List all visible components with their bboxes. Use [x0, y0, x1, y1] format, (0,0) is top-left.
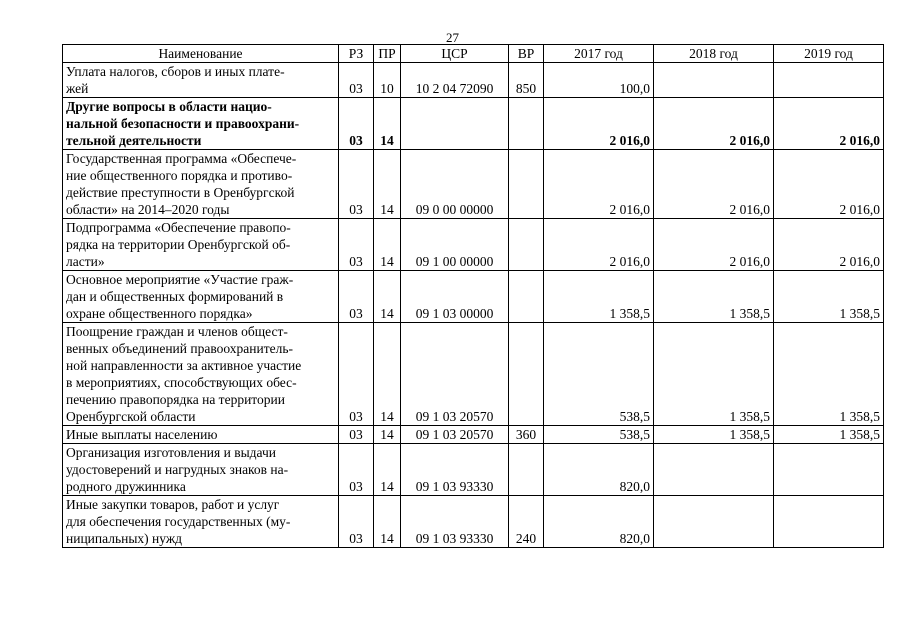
- table-row: [63, 271, 884, 323]
- cell-rz: 03: [339, 98, 374, 150]
- cell-vr: 240: [509, 496, 544, 548]
- cell-2018: 2 016,0: [654, 98, 774, 150]
- cell-name-line: охране общественного порядка»: [66, 306, 253, 321]
- cell-2019: [774, 63, 884, 98]
- cell-name: [63, 98, 339, 150]
- cell-name: [63, 496, 339, 548]
- cell-2017: 2 016,0: [544, 98, 654, 150]
- budget-table: [62, 44, 884, 548]
- table-row: [63, 323, 884, 426]
- cell-2017: 1 358,5: [544, 271, 654, 323]
- cell-2018: [654, 63, 774, 98]
- cell-name-line: ласти»: [66, 254, 105, 269]
- cell-name-line: действие преступности в Оренбургской: [66, 185, 295, 200]
- cell-name-line: ние общественного порядка и противо-: [66, 168, 293, 183]
- cell-2019: 1 358,5: [774, 426, 884, 444]
- cell-vr: [509, 271, 544, 323]
- cell-2019: 1 358,5: [774, 323, 884, 426]
- cell-name-line: нальной безопасности и правоохрани-: [66, 116, 300, 131]
- header-2018: 2018 год: [654, 45, 774, 63]
- cell-name: [63, 271, 339, 323]
- cell-vr: [509, 323, 544, 426]
- cell-pr: 14: [374, 323, 401, 426]
- cell-2019: [774, 496, 884, 548]
- cell-name-line: ной направленности за активное участие: [66, 358, 302, 373]
- cell-name-line: дан и общественных формирований в: [66, 289, 284, 304]
- cell-name-line: Поощрение граждан и членов общест-: [66, 324, 288, 339]
- cell-rz: 03: [339, 496, 374, 548]
- cell-name-line: рядка на территории Оренбургской об-: [66, 237, 291, 252]
- cell-vr: [509, 150, 544, 219]
- cell-csr: 09 1 03 00000: [401, 271, 509, 323]
- cell-name-line: Оренбургской области: [66, 409, 196, 424]
- cell-2017: 820,0: [544, 444, 654, 496]
- header-row: [63, 45, 884, 63]
- cell-2018: 2 016,0: [654, 219, 774, 271]
- page-number: 27: [446, 30, 459, 45]
- cell-name-line: родного дружинника: [66, 479, 186, 494]
- cell-name-line: Иные закупки товаров, работ и услуг: [66, 497, 280, 512]
- cell-vr: 360: [509, 426, 544, 444]
- cell-name-line: венных объединений правоохранитель-: [66, 341, 294, 356]
- cell-vr: [509, 98, 544, 150]
- table-row: [63, 98, 884, 150]
- cell-2018: [654, 496, 774, 548]
- cell-rz: 03: [339, 323, 374, 426]
- cell-2017: 538,5: [544, 323, 654, 426]
- header-2019: 2019 год: [774, 45, 884, 63]
- cell-name-line: Другие вопросы в области нацио-: [66, 99, 272, 114]
- header-vr: ВР: [509, 45, 544, 63]
- cell-name-line: Уплата налогов, сборов и иных плате-: [66, 64, 285, 79]
- cell-name-line: тельной деятельности: [66, 133, 202, 148]
- table-row: [63, 496, 884, 548]
- table-row: [63, 63, 884, 98]
- cell-2017: 2 016,0: [544, 150, 654, 219]
- cell-2019: 2 016,0: [774, 150, 884, 219]
- cell-csr: 09 1 03 20570: [401, 426, 509, 444]
- cell-name-line: Основное мероприятие «Участие граж-: [66, 272, 294, 287]
- table-row: [63, 150, 884, 219]
- cell-vr: [509, 219, 544, 271]
- cell-name-line: Организация изготовления и выдачи: [66, 445, 276, 460]
- cell-pr: 10: [374, 63, 401, 98]
- cell-csr: 09 0 00 00000: [401, 150, 509, 219]
- cell-2018: 1 358,5: [654, 323, 774, 426]
- header-csr: ЦСР: [401, 45, 509, 63]
- cell-pr: 14: [374, 496, 401, 548]
- header-2017: 2017 год: [544, 45, 654, 63]
- cell-name: [63, 426, 339, 444]
- header-rz: РЗ: [339, 45, 374, 63]
- cell-2018: 1 358,5: [654, 271, 774, 323]
- cell-csr: 09 1 03 20570: [401, 323, 509, 426]
- cell-csr: [401, 98, 509, 150]
- cell-rz: 03: [339, 444, 374, 496]
- cell-rz: 03: [339, 271, 374, 323]
- cell-2019: 1 358,5: [774, 271, 884, 323]
- cell-2017: 820,0: [544, 496, 654, 548]
- cell-name-line: Государственная программа «Обеспече-: [66, 151, 297, 166]
- cell-csr: 09 1 00 00000: [401, 219, 509, 271]
- cell-rz: 03: [339, 150, 374, 219]
- cell-name-line: Подпрограмма «Обеспечение правопо-: [66, 220, 291, 235]
- header-pr: ПР: [374, 45, 401, 63]
- cell-2017: 100,0: [544, 63, 654, 98]
- cell-csr: 10 2 04 72090: [401, 63, 509, 98]
- table-row: [63, 444, 884, 496]
- cell-name: [63, 444, 339, 496]
- cell-name-line: печению правопорядка на территории: [66, 392, 285, 407]
- cell-name-line: ниципальных) нужд: [66, 531, 183, 546]
- cell-2018: 2 016,0: [654, 150, 774, 219]
- cell-pr: 14: [374, 98, 401, 150]
- table-row: [63, 426, 884, 444]
- cell-pr: 14: [374, 426, 401, 444]
- cell-pr: 14: [374, 150, 401, 219]
- cell-2018: 1 358,5: [654, 426, 774, 444]
- cell-name-line: жей: [66, 81, 89, 96]
- cell-name-line: Иные выплаты населению: [66, 427, 218, 442]
- cell-2019: 2 016,0: [774, 219, 884, 271]
- cell-name: [63, 323, 339, 426]
- cell-vr: [509, 444, 544, 496]
- cell-2018: [654, 444, 774, 496]
- table-row: [63, 219, 884, 271]
- cell-name-line: в мероприятиях, способствующих обес-: [66, 375, 297, 390]
- cell-2017: 538,5: [544, 426, 654, 444]
- cell-vr: 850: [509, 63, 544, 98]
- cell-name: [63, 219, 339, 271]
- cell-name-line: удостоверений и нагрудных знаков на-: [66, 462, 289, 477]
- cell-name-line: для обеспечения государственных (му-: [66, 514, 291, 529]
- cell-pr: 14: [374, 219, 401, 271]
- cell-rz: 03: [339, 426, 374, 444]
- cell-rz: 03: [339, 63, 374, 98]
- cell-pr: 14: [374, 271, 401, 323]
- cell-2017: 2 016,0: [544, 219, 654, 271]
- cell-rz: 03: [339, 219, 374, 271]
- cell-csr: 09 1 03 93330: [401, 496, 509, 548]
- cell-2019: [774, 444, 884, 496]
- cell-pr: 14: [374, 444, 401, 496]
- cell-2019: 2 016,0: [774, 98, 884, 150]
- cell-csr: 09 1 03 93330: [401, 444, 509, 496]
- cell-name: [63, 150, 339, 219]
- cell-name: [63, 63, 339, 98]
- header-name: Наименование: [63, 45, 339, 63]
- cell-name-line: области» на 2014–2020 годы: [66, 202, 230, 217]
